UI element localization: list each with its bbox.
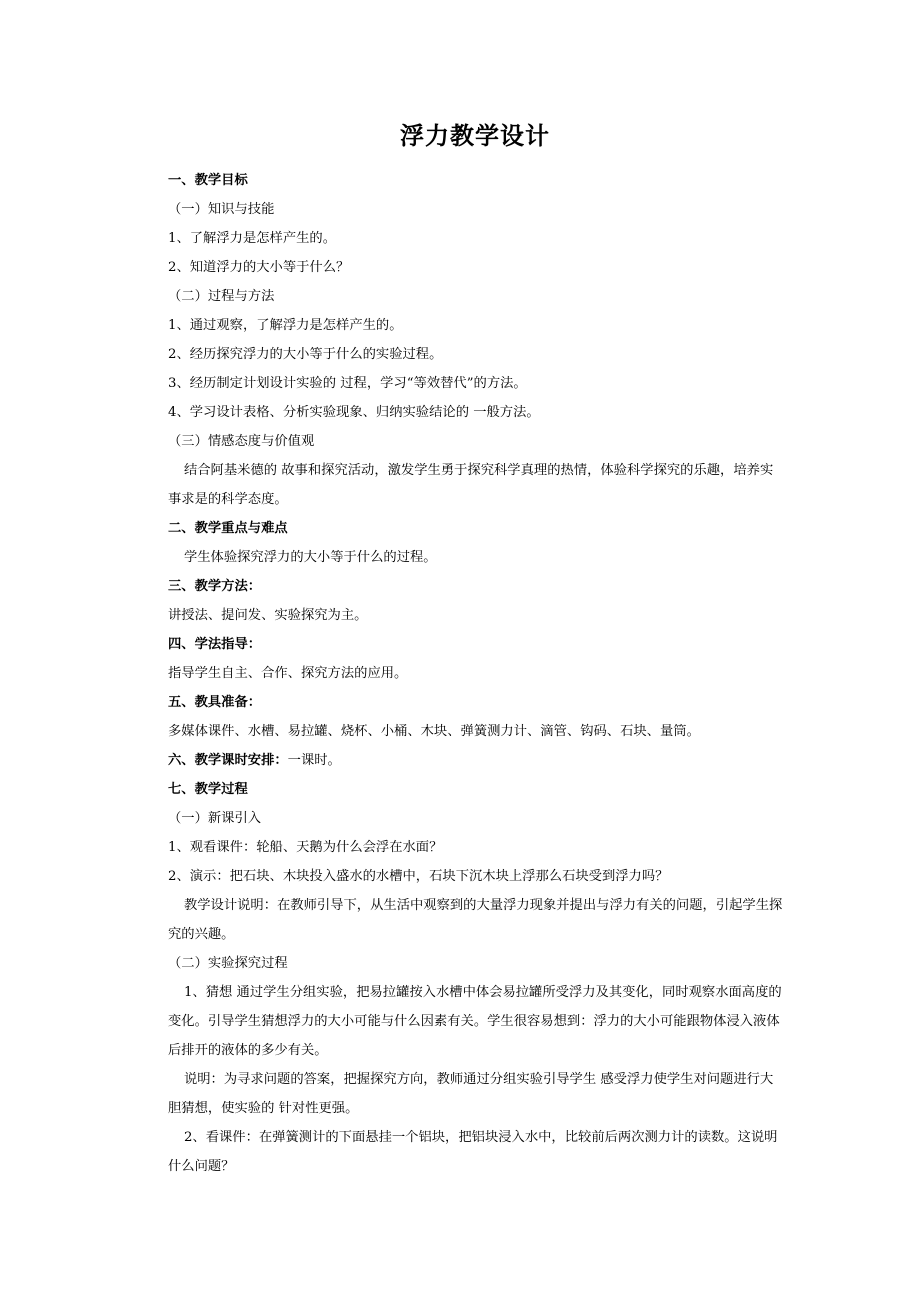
paragraph: 2、经历探究浮力的大小等于什么的实验过程。 [168, 347, 443, 362]
paragraph: 多媒体课件、水槽、易拉罐、烧杯、小桶、木块、弹簧测力计、滴管、钩码、石块、量筒。 [168, 724, 700, 739]
section-heading-process: 七、教学过程 [168, 782, 248, 797]
schedule-text: 一课时。 [287, 753, 341, 768]
subsection-experiment: （二）实验探究过程 [168, 956, 288, 971]
subsection-attitudes-values: （三）情感态度与价值观 [168, 434, 315, 449]
paragraph: 4、学习设计表格、分析实验现象、归纳实验结论的 一般方法。 [168, 405, 540, 420]
section-heading-methods: 三、教学方法： [168, 579, 262, 594]
paragraph: 2、演示：把石块、木块投入盛水的水槽中，石块下沉木块上浮那么石块受到浮力吗？ [168, 869, 669, 884]
paragraph: 说明：为寻求问题的答案，把握探究方向，教师通过分组实验引导学生 感受浮力使学生对问题进行大胆猜想，使实验的 针对性更强。 [168, 1072, 774, 1116]
paragraph: 学生体验探究浮力的大小等于什么的过程。 [183, 550, 437, 565]
section-heading-schedule: 六、教学课时安排： [168, 753, 288, 768]
section-heading-key-points: 二、教学重点与难点 [168, 521, 288, 536]
section-heading-objectives: 一、教学目标 [168, 173, 248, 188]
paragraph: 3、经历制定计划设计实验的 过程，学习“等效替代”的方法。 [168, 376, 527, 391]
section-heading-materials: 五、教具准备： [168, 695, 262, 710]
paragraph: 1、通过观察，了解浮力是怎样产生的。 [168, 318, 403, 333]
paragraph: 2、看课件：在弹簧测计的下面悬挂一个铝块，把铝块浸入水中，比较前后两次测力计的读数。这说明什么问题？ [168, 1130, 778, 1174]
section-schedule [168, 746, 784, 775]
paragraph: 讲授法、提问发、实验探究为主。 [168, 608, 368, 623]
paragraph: 指导学生自主、合作、探究方法的应用。 [168, 666, 408, 681]
paragraph: 2、知道浮力的大小等于什么？ [168, 260, 350, 275]
document-title: 浮力教学设计 [400, 121, 550, 150]
paragraph: 1、了解浮力是怎样产生的。 [168, 231, 337, 246]
paragraph: 教学设计说明：在教师引导下，从生活中观察到的大量浮力现象并提出与浮力有关的问题，引起学生探究的兴趣。 [168, 898, 783, 942]
subsection-introduction: （一）新课引入 [168, 811, 262, 826]
paragraph: 1、猜想 通过学生分组实验，把易拉罐按入水槽中体会易拉罐所受浮力及其变化，同时观察水面高度的变化。引导学生猜想浮力的大小可能与什么因素有关。学生很容易想到：浮力的大小可能跟物体浸入液体后排开的液体的多少有关。 [168, 985, 782, 1058]
paragraph: 1、观看课件：轮船、天鹅为什么会浮在水面？ [168, 840, 443, 855]
paragraph: 结合阿基米德的 故事和探究活动，激发学生勇于探究科学真理的热情，体验科学探究的乐趣，培养实事求是的科学态度。 [168, 463, 774, 507]
document-body [168, 166, 784, 1181]
section-heading-study-guidance: 四、学法指导： [168, 637, 262, 652]
subsection-knowledge-skills: （一）知识与技能 [168, 202, 275, 217]
subsection-process-methods: （二）过程与方法 [168, 289, 275, 304]
